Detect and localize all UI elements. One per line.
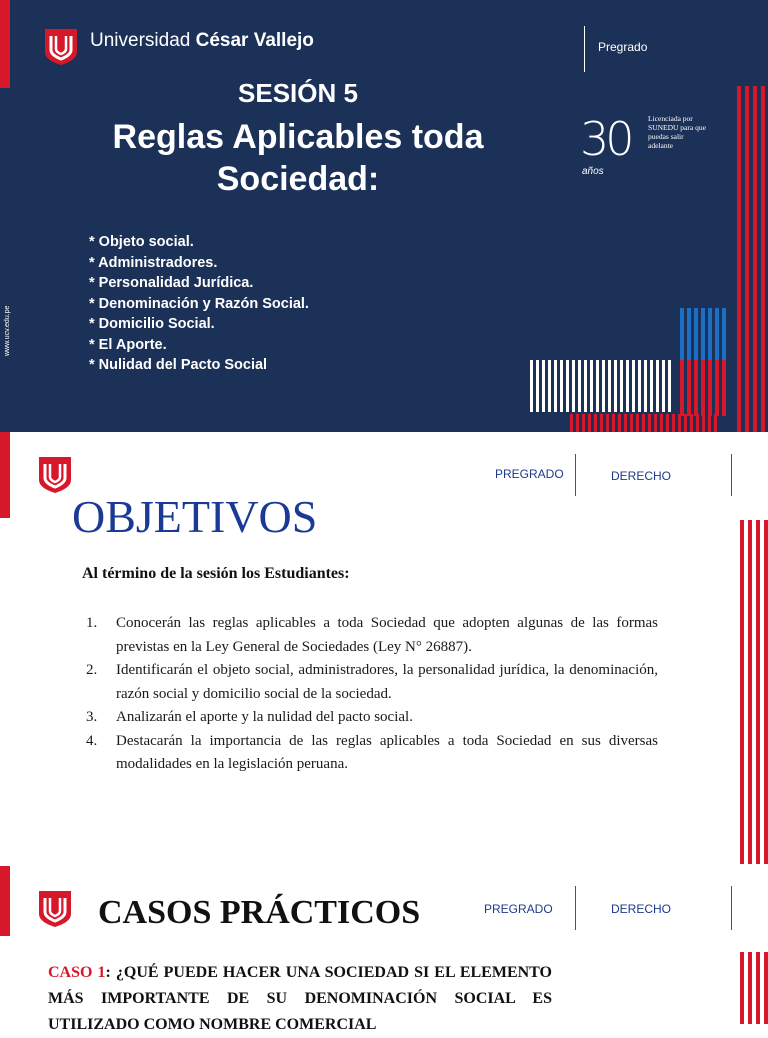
tab-pregrado: PREGRADO [495, 467, 564, 481]
decorative-stripes [736, 952, 768, 1024]
topic-item: * Personalidad Jurídica. [89, 275, 254, 291]
topic-item: * Objeto social. [89, 234, 194, 250]
red-accent-bar [0, 866, 10, 936]
objective-number: 2. [86, 662, 98, 678]
objective-text: Destacarán la importancia de las reglas aplicables a toda Sociedad en sus diversas modalidades en la legislación peruana. [116, 732, 658, 772]
case-separator: : [105, 964, 116, 981]
topic-item: * Denominación y Razón Social. [89, 295, 309, 312]
ucv-logo-icon [44, 28, 78, 66]
objective-item [86, 659, 658, 706]
ucv-logo-icon [38, 456, 72, 494]
cases-heading: CASOS PRÁCTICOS [98, 894, 421, 931]
objective-number: 1. [86, 615, 98, 631]
topic-item: * El Aporte. [89, 336, 167, 353]
topic-item: * Domicilio Social. [89, 316, 215, 332]
tab-derecho: DERECHO [611, 469, 672, 483]
slide-cover [0, 0, 768, 432]
header-divider [575, 886, 576, 930]
red-accent-bar [0, 432, 10, 518]
objective-text: Analizarán el aporte y la nulidad del pacto social. [116, 709, 413, 725]
objective-item [86, 706, 658, 730]
anniversary-sub: años [582, 166, 604, 177]
decorative-stripes [520, 80, 768, 432]
university-name-regular: Universidad [90, 30, 196, 51]
header-divider [575, 454, 576, 496]
university-name [90, 30, 314, 52]
ucv-logo-icon [38, 890, 72, 928]
red-accent-bar [0, 0, 10, 88]
topics-list [89, 232, 309, 376]
topic-item: * Administradores. [89, 254, 218, 271]
objectives-heading: OBJETIVOS [72, 491, 318, 542]
case-label: CASO 1 [48, 964, 106, 981]
website-url: www.ucv.edu.pe [4, 305, 11, 356]
decorative-stripes [736, 520, 768, 864]
objective-text: Identificarán el objeto social, administradores, la personalidad jurídica, la denominación, razón social y domicilio social de la sociedad. [116, 662, 658, 702]
header-divider [731, 886, 732, 930]
anniversary-text: Licenciada por SUNEDU para que puedas salir adelante [648, 114, 706, 150]
tab-pregrado: PREGRADO [484, 902, 553, 916]
objective-number: 3. [86, 709, 98, 725]
objective-item [86, 612, 658, 659]
case-text: ¿QUÉ PUEDE HACER UNA SOCIEDAD SI EL ELEMENTO MÁS IMPORTANTE DE SU DENOMINACIÓN SOCIAL ES UTILIZADO COMO NOMBRE COMERCIAL [48, 964, 552, 1033]
header-divider [731, 454, 732, 496]
pregrado-label: Pregrado [598, 40, 648, 54]
case-question [48, 960, 552, 1038]
objective-text: Conocerán las reglas aplicables a toda Sociedad que adopten algunas de las formas previstas en la Ley General de Sociedades (Ley N° 26887). [116, 615, 658, 655]
anniversary-number: 30 [580, 112, 631, 166]
topic-item: * Nulidad del Pacto Social [89, 357, 268, 373]
header-divider [584, 26, 585, 72]
slide-objectives [0, 432, 768, 864]
session-number: SESIÓN 5 [238, 78, 358, 108]
objectives-intro: Al término de la sesión los Estudiantes: [82, 565, 350, 582]
objectives-list [86, 612, 658, 777]
session-title: Reglas Aplicables toda Sociedad: [112, 118, 484, 198]
objective-number: 4. [86, 732, 98, 749]
objective-item [86, 730, 658, 777]
slide-cases [0, 864, 768, 1033]
university-name-bold: César Vallejo [195, 30, 314, 51]
tab-derecho: DERECHO [611, 902, 672, 916]
